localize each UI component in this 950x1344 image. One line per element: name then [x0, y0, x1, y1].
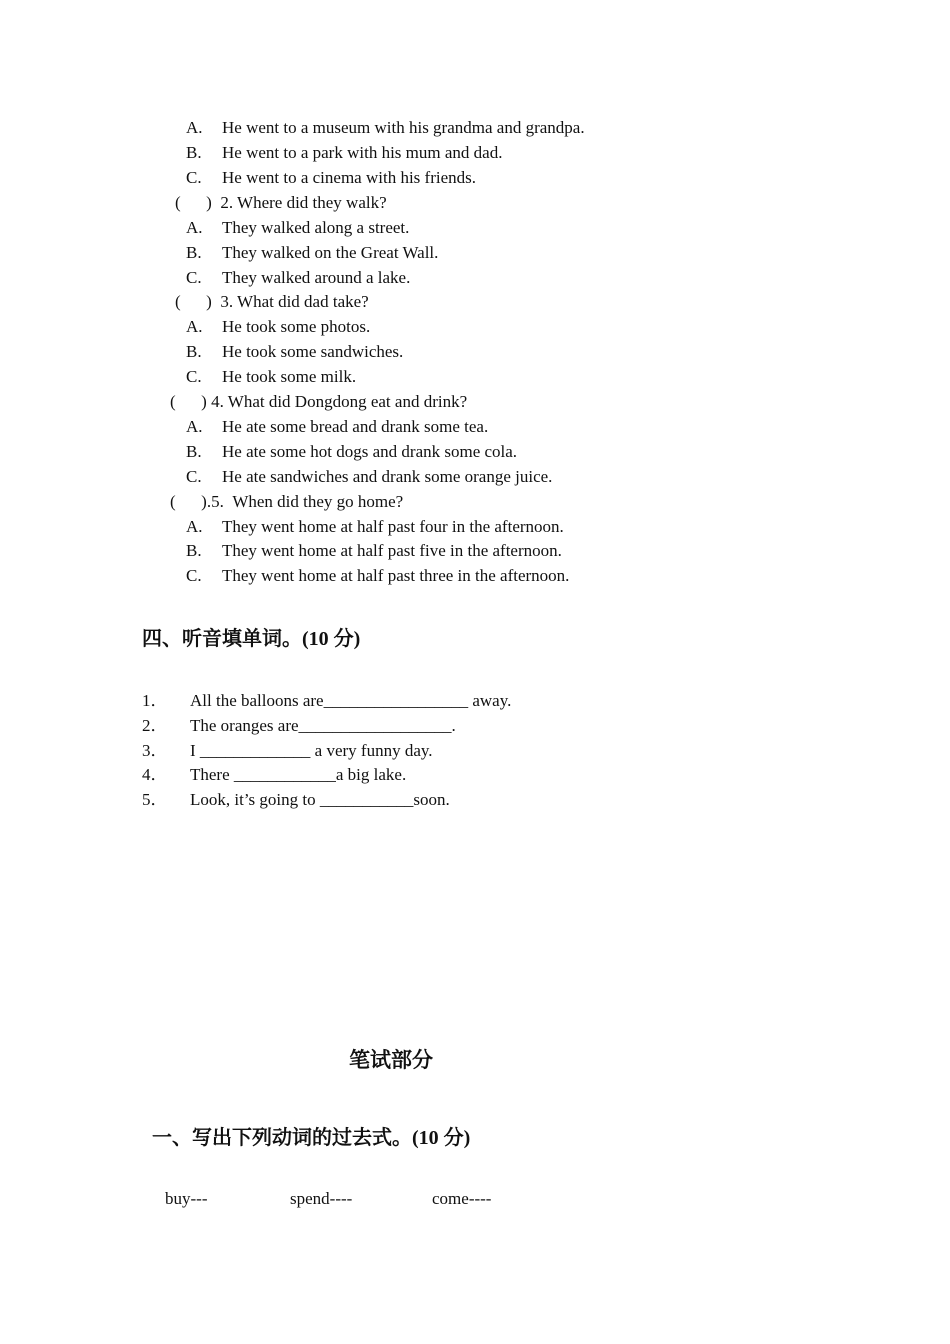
- q3-option-b: B. He took some sandwiches.: [186, 342, 404, 361]
- written-part-title: 笔试部分: [349, 1048, 433, 1072]
- q2-option-b: B. They walked on the Great Wall.: [186, 243, 439, 262]
- q5-option-a: A. They went home at half past four in the afternoon.: [186, 517, 564, 536]
- q5-option-b: B. They went home at half past five in the afternoon.: [186, 541, 562, 560]
- verb-spend[interactable]: spend----: [290, 1189, 353, 1208]
- answer-blank[interactable]: ( ).5.: [170, 492, 233, 511]
- q3-option-c: C. He took some milk.: [186, 367, 357, 386]
- verb-buy[interactable]: buy---: [165, 1189, 208, 1208]
- q1-option-a: A. He went to a museum with his grandma and grandpa.: [186, 118, 585, 137]
- q4-option-b: B. He ate some hot dogs and drank some cola.: [186, 442, 518, 461]
- q5-option-c: C. They went home at half past three in the afternoon.: [186, 566, 570, 585]
- q2-option-c: C. They walked around a lake.: [186, 268, 411, 287]
- fill-item-5: 5． Look, it’s going to ___________soon.: [142, 790, 450, 809]
- section-4-heading: 四、听音填单词。(10 分): [142, 626, 361, 650]
- q4-option-a: A. He ate some bread and drank some tea.: [186, 417, 489, 436]
- question-2: ( ) 2. Where did they walk?: [175, 193, 387, 212]
- written-section-1-heading: 一、写出下列动词的过去式。(10 分): [152, 1125, 471, 1149]
- question-4: ( ) 4. What did Dongdong eat and drink?: [170, 392, 468, 411]
- question-5: ( ).5. When did they go home?: [170, 492, 404, 511]
- fill-item-4: 4． There ____________a big lake.: [142, 765, 407, 784]
- q4-option-c: C. He ate sandwiches and drank some orange juice.: [186, 467, 553, 486]
- q1-option-b: B. He went to a park with his mum and dad.: [186, 143, 503, 162]
- q1-option-c: C. He went to a cinema with his friends.: [186, 168, 476, 187]
- q3-option-a: A. He took some photos.: [186, 317, 371, 336]
- answer-blank[interactable]: ( ): [175, 292, 221, 311]
- fill-item-3: 3． I _____________ a very funny day.: [142, 741, 433, 760]
- answer-blank[interactable]: ( ): [175, 193, 221, 212]
- fill-item-2: 2． The oranges are__________________.: [142, 716, 456, 735]
- q2-option-a: A. They walked along a street.: [186, 218, 410, 237]
- verb-come[interactable]: come----: [432, 1189, 492, 1208]
- fill-item-1: 1． All the balloons are_________________ away.: [142, 691, 512, 710]
- answer-blank[interactable]: ( ): [170, 392, 212, 411]
- question-3: ( ) 3. What did dad take?: [175, 292, 369, 311]
